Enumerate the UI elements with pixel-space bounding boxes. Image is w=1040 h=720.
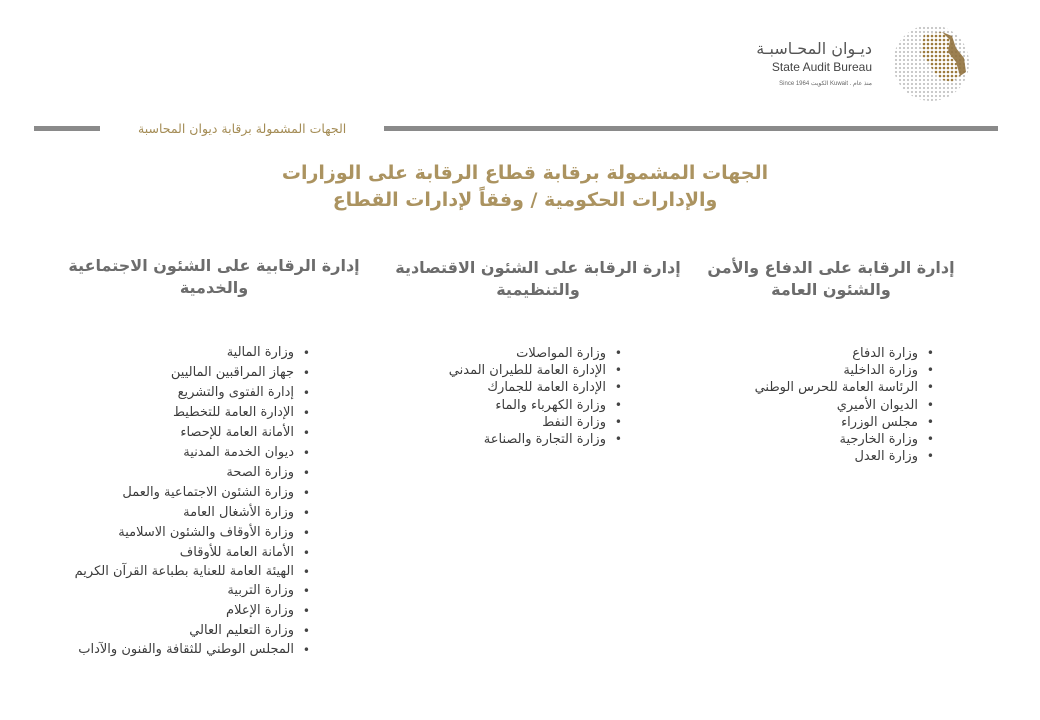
list-item: • الإدارة العامة للتخطيط — [62, 403, 310, 423]
list-item: • الأمانة العامة للأوقاف — [62, 543, 310, 563]
list-item: • وزارة التجارة والصناعة — [392, 431, 622, 448]
page-title — [200, 160, 850, 214]
list-item: • ديوان الخدمة المدنية — [62, 443, 310, 463]
logo-english-name: State Audit Bureau — [771, 60, 872, 74]
entity-list — [700, 345, 934, 465]
logo-text-block — [756, 40, 872, 87]
list-item: • وزارة الصحة — [62, 463, 310, 483]
globe-emblem-icon — [890, 22, 972, 104]
list-item: • المجلس الوطني للثقافة والفنون والآداب — [62, 641, 310, 659]
list-item: • وزارة الأشغال العامة — [62, 503, 310, 523]
column-social-services — [62, 255, 366, 659]
page-title-line1: الجهات المشمولة برقابة قطاع الرقابة على الوزارات — [281, 162, 769, 184]
list-item: • مجلس الوزراء — [700, 414, 934, 431]
column-defense-security — [700, 257, 962, 465]
section-band — [34, 121, 998, 137]
logo-arabic-name: ديـوان المحـاسبـة — [756, 39, 872, 58]
column-heading: إدارة الرقابية على الشئون الاجتماعية والخدمية — [68, 256, 360, 297]
list-item: • وزارة الشئون الاجتماعية والعمل — [62, 483, 310, 503]
column-heading: إدارة الرقابة على الشئون الاقتصادية والتنظيمية — [395, 258, 681, 299]
section-band-label: الجهات المشمولة برقابة ديوان المحاسبة — [138, 121, 347, 136]
entity-list — [392, 345, 622, 448]
entity-list — [62, 343, 310, 659]
list-item: • وزارة التعليم العالي — [62, 621, 310, 641]
band-line-right — [384, 126, 998, 131]
column-heading: إدارة الرقابة على الدفاع والأمن والشئون العامة — [707, 258, 955, 299]
list-item: • وزارة الدفاع — [700, 345, 934, 362]
band-line-left — [34, 126, 100, 131]
list-item: • وزارة الإعلام — [62, 601, 310, 621]
list-item: • وزارة الخارجية — [700, 431, 934, 448]
column-economic-regulatory — [392, 257, 684, 448]
page-title-line2: والإدارات الحكومية / وفقاً لإدارات القطاع — [332, 189, 718, 211]
list-item: • الإدارة العامة للطيران المدني — [392, 362, 622, 379]
list-item: • جهاز المراقبين الماليين — [62, 363, 310, 383]
list-item: • وزارة التربية — [62, 581, 310, 601]
list-item: • وزارة الكهرباء والماء — [392, 397, 622, 414]
list-item: • الأمانة العامة للإحصاء — [62, 423, 310, 443]
list-item: • وزارة العدل — [700, 448, 934, 465]
header-logo — [752, 22, 972, 104]
list-item: • الديوان الأميري — [700, 397, 934, 414]
list-item: • الهيئة العامة للعناية بطباعة القرآن الكريم — [62, 563, 310, 581]
list-item: • الرئاسة العامة للحرس الوطني — [700, 379, 934, 396]
list-item: • وزارة النفط — [392, 414, 622, 431]
list-item: • إدارة الفتوى والتشريع — [62, 383, 310, 403]
logo-tagline: Since 1964 الكويت Kuwait . منذ عام — [779, 81, 872, 87]
list-item: • الإدارة العامة للجمارك — [392, 379, 622, 396]
list-item: • وزارة الداخلية — [700, 362, 934, 379]
list-item: • وزارة الأوقاف والشئون الاسلامية — [62, 523, 310, 543]
list-item: • وزارة المواصلات — [392, 345, 622, 362]
list-item: • وزارة المالية — [62, 343, 310, 363]
